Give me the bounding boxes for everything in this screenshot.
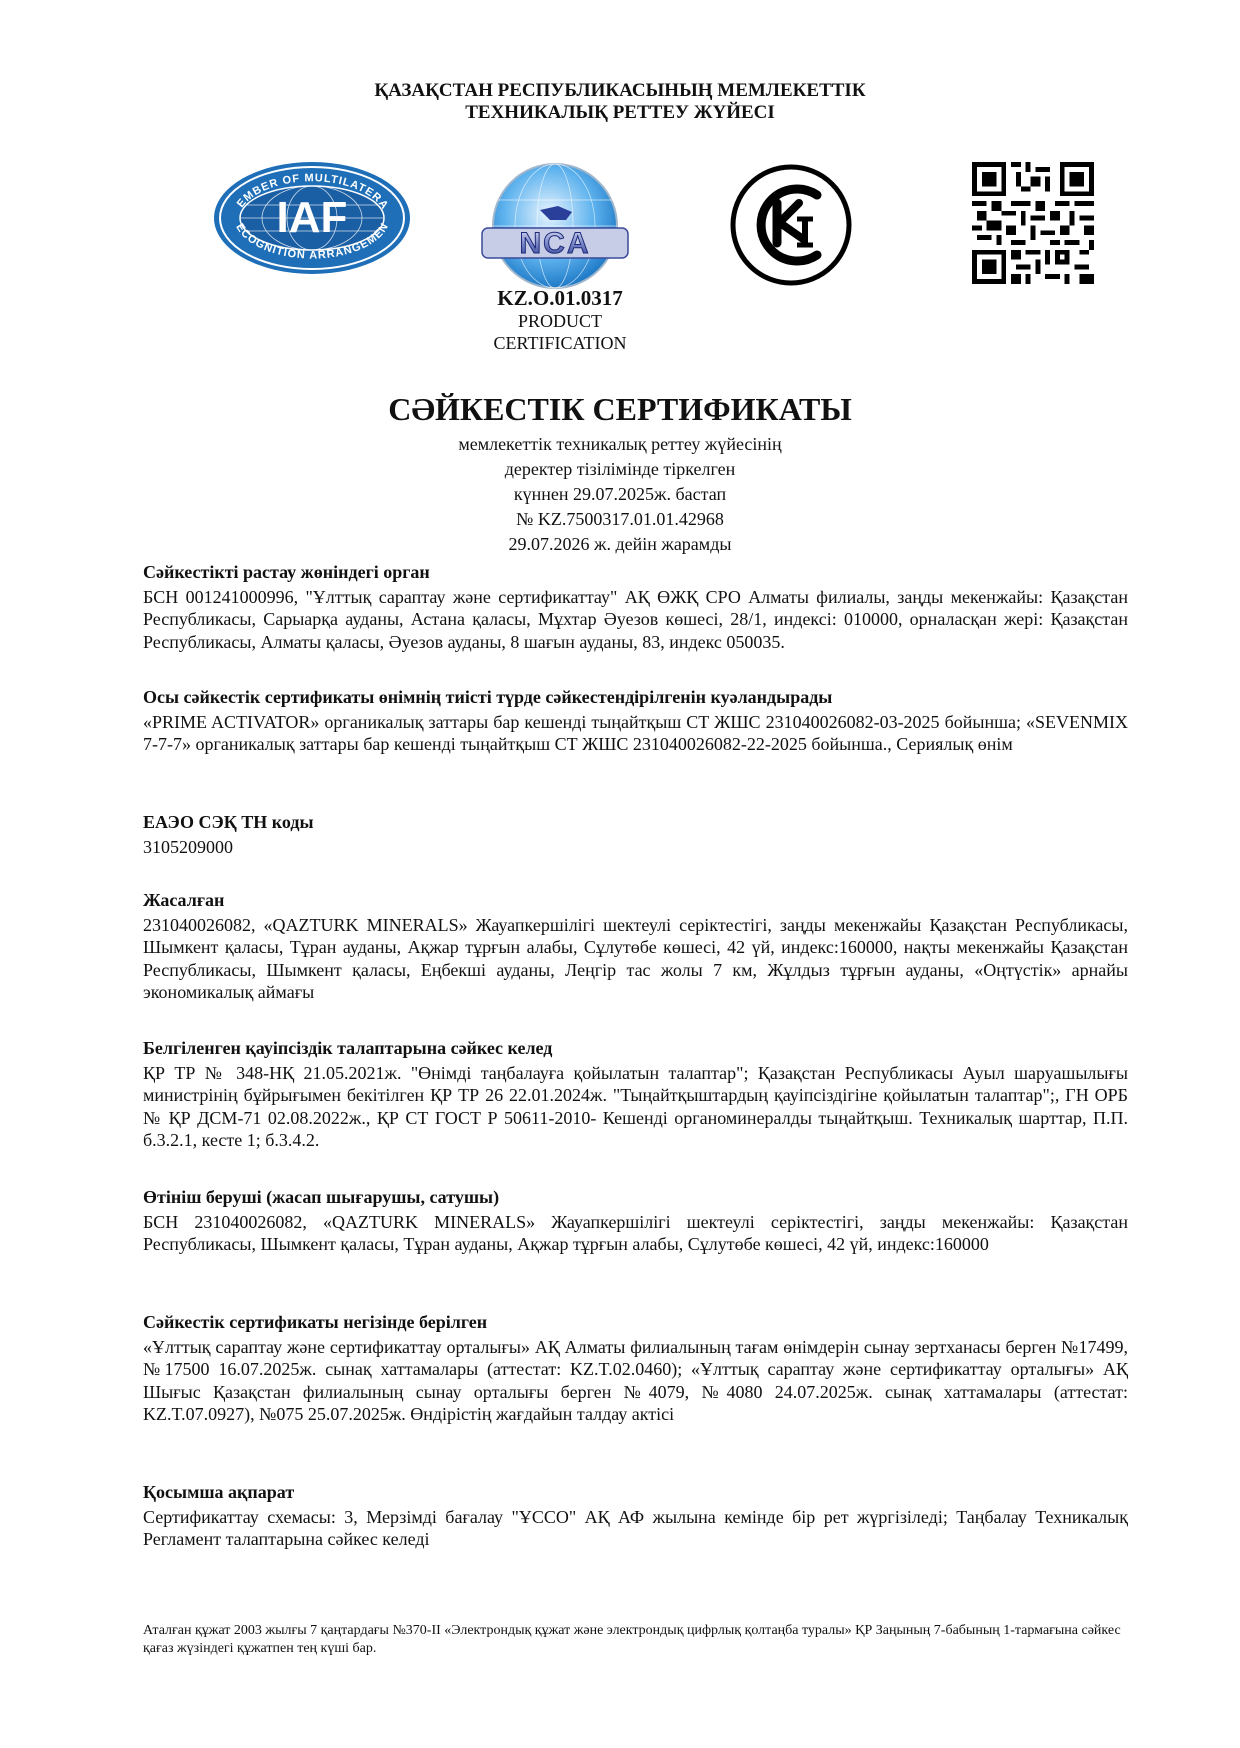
section-issued-basis [143, 1311, 1128, 1426]
section-body: Сертификаттау схемасы: 3, Мерзімді бағалау "ҰССО" АҚ АФ жылына кемінде бір рет жүргізіледі; Таңбалау Техникалық Регламент талаптарына сәйкес келеді [143, 1506, 1128, 1550]
kz-conformity-mark [729, 163, 853, 287]
registration-line: деректер тізілімінде тіркелген [504, 459, 736, 479]
section-heading: ЕАЭО СЭҚ ТН коды [143, 812, 314, 832]
section-heading: Қосымша ақпарат [143, 1482, 295, 1502]
section-heading: Белгіленген қауіпсіздік талаптарына сәйкес келед [143, 1038, 553, 1058]
title-line-1: ҚАЗАҚСТАН РЕСПУБЛИКАСЫНЫҢ МЕМЛЕКЕТТІК [374, 80, 866, 101]
section-heading: Жасалған [143, 890, 225, 910]
registration-block [0, 432, 1240, 557]
accreditation-line-1: PRODUCT [517, 311, 602, 331]
svg-text:NCA: NCA [519, 227, 591, 260]
section-heading: Сәйкестікті растау жөніндегі орган [143, 562, 430, 582]
section-heading: Сәйкестік сертификаты негізінде берілген [143, 1312, 488, 1332]
svg-text:IAF: IAF [276, 193, 348, 242]
svg-text:MEMBER OF MULTILATERAL: EMBER OF MULTILATERA [234, 172, 391, 213]
certificate-number: № KZ.7500317.01.01.42968 [516, 509, 724, 529]
registration-date-from: күннен 29.07.2025ж. бастап [513, 484, 727, 504]
accreditation-code: KZ.O.01.0317 [497, 286, 623, 310]
section-body: «Ұлттық сараптау және сертификаттау орталығы» АҚ Алматы филиалының тағам өнімдерін сынау зертханасы берген №17499, №17500 16.07.2025ж. сынақ хаттамалары (аттестат: KZ.T.02.0460); «Ұлттық сараптау және сертификаттау орталығы» АҚ Шығыс Қазақстан филиалының сынау орталығы берген №4079, №4080 24.07.2025ж. сынақ хаттамалары (аттестат: KZ.T.07.0927), №075 25.07.2025ж. Өндірістің жағдайын талдау актісі [143, 1336, 1128, 1425]
section-body: «PRIME ACTIVATOR» органикалық заттары бар кешенді тыңайтқыш СТ ЖШС 231040026082-03-2025 бойынша; «SEVENMIX 7-7-7» органикалық заттары бар кешенді тыңайтқыш СТ ЖШС 231040026082-22-2025 бойынша., Сериялық өнім [143, 711, 1128, 755]
section-body: БСН 231040026082, «QAZTURK MINERALS» Жауапкершілігі шектеулі серіктестігі, заңды мекенжайы: Қазақстан Республикасы, Шымкент қаласы, Тұран ауданы, Ақжар тұрғын алабы, Сұлутөбе көшесі, 42 үй, индекс:160000 [143, 1211, 1128, 1255]
iaf-emblem-icon [212, 160, 412, 276]
valid-until: 29.07.2026 ж. дейін жарамды [508, 534, 732, 554]
kz-mark-icon [729, 163, 853, 287]
qr-code[interactable] [972, 162, 1094, 284]
globe-icon [480, 160, 630, 292]
nca-logo [480, 160, 630, 292]
section-tn-ved-code [143, 811, 1128, 858]
registration-line: мемлекеттік техникалық реттеу жүйесінің [458, 434, 782, 454]
svg-text:RECOGNITION ARRANGEMENT: ECOGNITION ARRANGEMEN [233, 220, 392, 262]
qr-code-icon [972, 162, 1094, 284]
section-body: 3105209000 [143, 836, 233, 857]
section-heading: Осы сәйкестік сертификаты өнімнің тиісті түрде сәйкестендірілгенін куәландырады [143, 687, 833, 707]
section-additional-info [143, 1481, 1128, 1551]
state-system-title [0, 80, 1240, 124]
section-product-identification [143, 686, 1128, 756]
title-line-2: ТЕХНИКАЛЫҚ РЕТТЕУ ЖҮЙЕСІ [465, 102, 775, 123]
legal-footnote: Аталған құжат 2003 жылғы 7 қаңтардағы №370-II «Электрондық құжат және электрондық цифрлық қолтаңба туралы» ҚР Заңының 7-бабының 1-тармағына сәйкес қағаз жүзіндегі құжатпен тең күші бар. [143, 1623, 1121, 1656]
section-manufacturer [143, 889, 1128, 1004]
certificate-title: СӘЙКЕСТІК СЕРТИФИКАТЫ [388, 391, 852, 427]
section-body: ҚР ТР № 348-НҚ 21.05.2021ж. "Өнімді таңбалауға қойылатын талаптар"; Қазақстан Республикасы Ауыл шаруашылығы министрінің бұйрығымен бекітілген ҚР ТР 26 22.01.2024ж. "Тыңайтқыштардың қауіпсіздігіне қойылатын талаптар";, ГН ОРБ № ҚР ДСМ-71 02.08.2022ж., ҚР СТ ГОСТ Р 50611-2010- Кешенді органоминералды тыңайтқыш. Техникалық шарттар, П.П. б.3.2.1, кесте 1; б.3.4.2. [143, 1062, 1128, 1151]
section-certification-body [143, 561, 1128, 653]
section-safety-requirements [143, 1037, 1128, 1152]
accreditation-line-2: CERTIFICATION [493, 333, 627, 353]
iaf-logo [212, 160, 412, 276]
section-heading: Өтініш беруші (жасап шығарушы, сатушы) [143, 1187, 500, 1207]
section-body: 231040026082, «QAZTURK MINERALS» Жауапкершілігі шектеулі серіктестігі, заңды мекенжайы Қазақстан Республикасы, Шымкент қаласы, Тұран ауданы, Ақжар тұрғын алабы, Сұлутөбе көшесі, 42 үй, индекс:160000, нақты мекенжайы Қазақстан Республикасы, Шымкент қаласы, Еңбекші ауданы, Леңгір тас жолы 7 км, Жұлдыз тұрғын ауданы, «Оңтүстік» арнайы экономикалық аймағы [143, 914, 1128, 1003]
section-applicant [143, 1186, 1128, 1256]
section-body: БСН 001241000996, "Ұлттық сараптау және сертификаттау" АҚ ӨЖҚ СРО Алматы филиалы, заңды мекенжайы: Қазақстан Республикасы, Сарыарқа ауданы, Астана қаласы, Мұхтар Әуезов көшесі, 28/1, индексі: 010000, орналасқан жері: Қазақстан Республикасы, Алматы қаласы, Әуезов ауданы, 8 шағын ауданы, 83, индекс 050035. [143, 586, 1128, 652]
